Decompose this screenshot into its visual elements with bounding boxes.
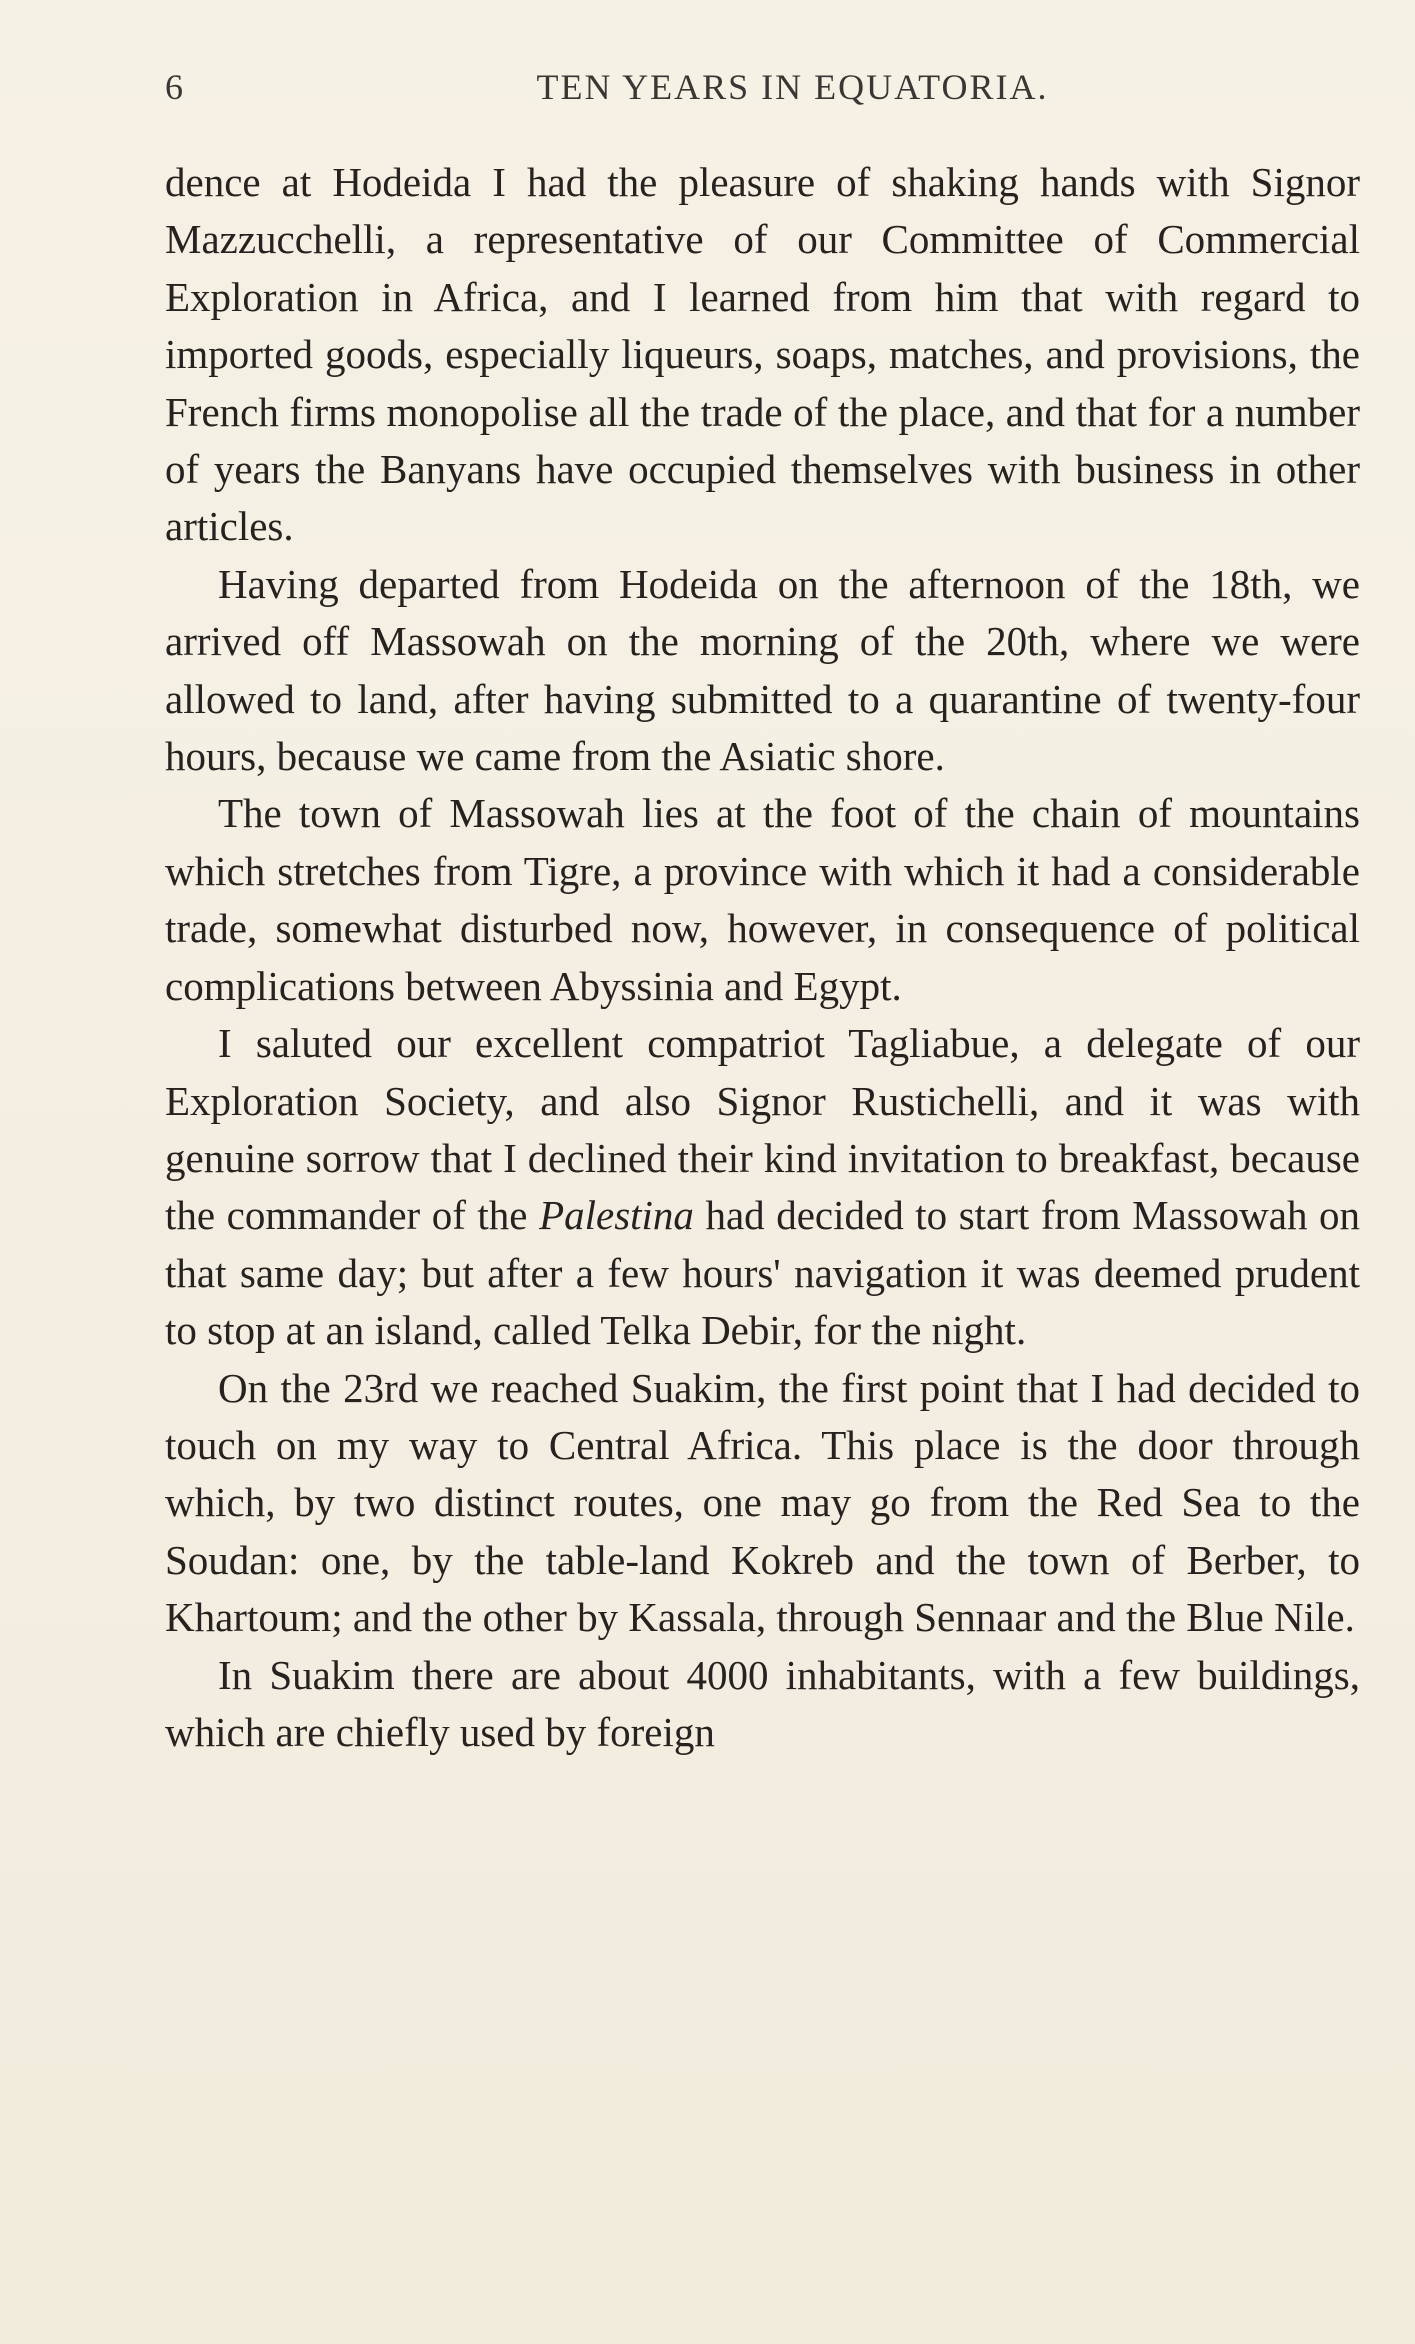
running-head: [165, 66, 1360, 116]
paragraph: Having departed from Hodeida on the afternoon of the 18th, we arrived off Massowah on the morning of the 20th, where we were allowed to land, after having submitted to a quarantine of twenty-four hours, because we came from the Asiatic shore.: [165, 560, 1360, 780]
paragraph: [165, 1015, 1360, 1359]
paragraph-text: had decided to start from Massowah on that same day; but after a few hours' navigation it was deemed prudent to stop at an island, called Telka Debir, for the night.: [165, 1192, 1360, 1354]
page-number: 6: [165, 67, 185, 107]
paragraph: The town of Massowah lies at the foot of the chain of mountains which stretches from Tigre, a province with which it had a considerable trade, somewhat disturbed now, however, in consequence of political complications between Abyssinia and Egypt.: [165, 790, 1360, 1009]
paragraph: In Suakim there are about 4000 inhabitants, with a few buildings, which are chiefly used by foreign: [165, 1651, 1360, 1755]
paragraph: On the 23rd we reached Suakim, the first point that I had decided to touch on my way to Central Africa. This place is the door through which, by two distinct routes, one may go from the Red Sea to the Soudan: one, by the table-land Kokreb and the town of Berber, to Khartoum; and the other by Kassala, through Sennaar and the Blue Nile.: [165, 1364, 1360, 1641]
body-text: [165, 154, 1360, 1761]
ship-name: Palestina: [539, 1192, 694, 1239]
paragraph-text: I saluted our excellent compatriot Tagliabue, a delegate of our Exploration Society, and also Signor Rustichelli, and it was with genuine sorrow that I declined their kind invitation to breakfast, because the commander of the: [165, 1020, 1360, 1239]
paragraph-continued: dence at Hodeida I had the pleasure of shaking hands with Signor Mazzucchelli, a representative of our Committee of Commercial Exploration in Africa, and I learned from him that with regard to imported goods, especially liqueurs, soaps, matches, and provisions, the French firms monopolise all the trade of the place, and that for a number of years the Banyans have occupied themselves with business in other articles.: [165, 159, 1360, 550]
running-title: TEN YEARS IN EQUATORIA.: [536, 67, 1049, 107]
